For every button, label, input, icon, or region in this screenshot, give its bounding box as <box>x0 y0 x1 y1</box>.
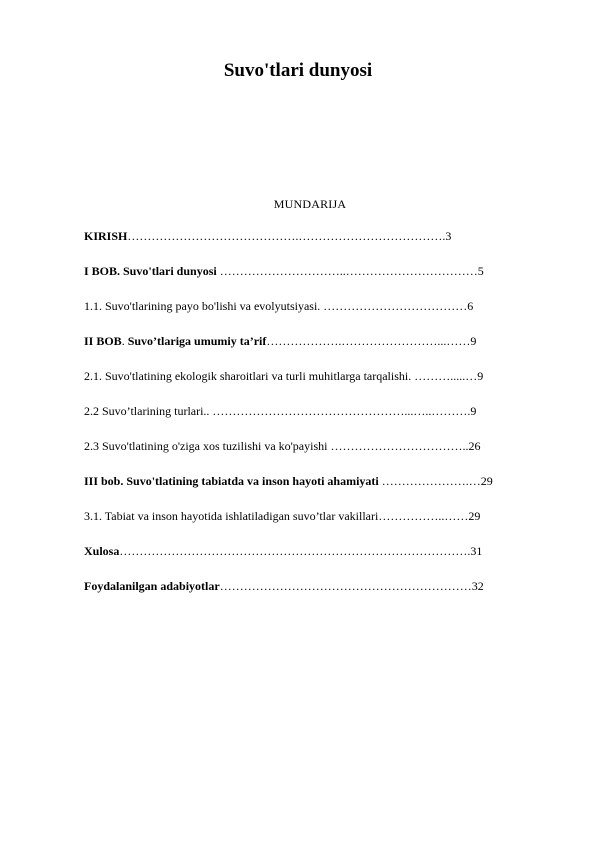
toc-entry-text: ………………….…29 <box>378 474 493 488</box>
document-title: Suvo'tlari dunyosi <box>223 60 373 81</box>
toc-entry <box>84 401 556 436</box>
toc-entry-text: 1.1. Suvo'tlarining payo bo'lishi va evolyutsiyasi. ………………………………6 <box>84 299 474 313</box>
toc-entry-text: 2.1. Suvo'tlatining ekologik sharoitlari va turli muhitlarga tarqalishi. ……….....…9 <box>84 369 484 383</box>
toc-entry <box>84 541 556 576</box>
toc-entry <box>84 506 556 541</box>
toc-heading: MUNDARIJA <box>273 197 347 211</box>
toc-entry-text: KIRISH <box>84 229 128 243</box>
toc-entry-text: …………………………………….……………………………….3 <box>127 229 452 243</box>
toc-entry-text: I BOB. Suvo'tlari dunyosi <box>84 264 217 278</box>
toc-entry <box>84 366 556 401</box>
toc-entry-text: . <box>121 334 128 348</box>
toc-entry-text: Suvo’tlariga umumiy ta’rif <box>127 334 267 348</box>
toc-entry <box>84 436 556 471</box>
toc-entry <box>84 471 556 506</box>
toc-entry <box>84 296 556 331</box>
toc-entry <box>84 576 556 611</box>
toc-entry-text: 2.2 Suvo’tlarining turlari.. …………………………………………...…..……….9 <box>84 404 477 418</box>
toc-entry-text: II BOB <box>84 334 122 348</box>
toc-entry-text: Xulosa <box>84 544 120 558</box>
toc-entry <box>84 331 556 366</box>
toc-entry-text: III bob. Suvo'tlatining tabiatda va inson hayoti ahamiyati <box>84 474 379 488</box>
table-of-contents <box>84 226 556 611</box>
toc-entry-text: …………………………..……………………………5 <box>216 264 484 278</box>
toc-entry-text: 2.3 Suvo'tlatining o'ziga xos tuzilishi va ko'payishi ……………………………..26 <box>84 439 481 453</box>
toc-entry-text: ……………….……………………...……9 <box>266 334 477 348</box>
toc-entry-text: 3.1. Tabiat va inson hayotida ishlatiladigan suvo’tlar vakillari……………..……29 <box>84 509 481 523</box>
toc-entry-text: Foydalanilgan adabiyotlar <box>84 579 220 593</box>
toc-entry-text: ………………………………………………………32 <box>219 579 484 593</box>
toc-entry <box>84 226 556 261</box>
toc-entry-text: …………………………………………………………………………….31 <box>119 544 483 558</box>
toc-entry <box>84 261 556 296</box>
